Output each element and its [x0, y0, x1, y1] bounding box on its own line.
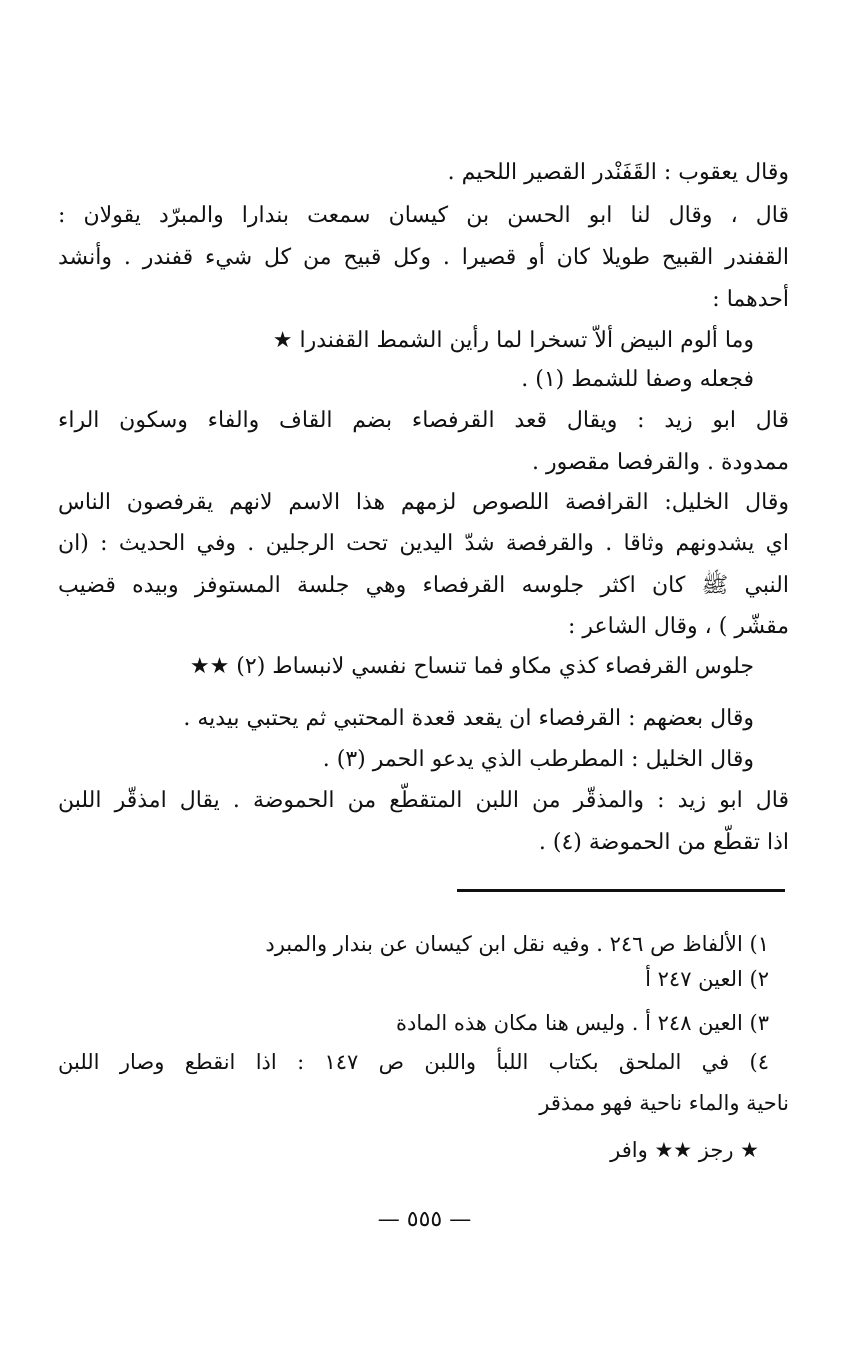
- body-line: وقال يعقوب : القَفَنْدر القصير اللحيم .: [447, 160, 789, 185]
- body-line: اي يشدونهم وثاقا . والقرفصة شدّ اليدين تحت الرجلين . وفي الحديث : (ان: [58, 531, 789, 556]
- body-line: ممدودة . والقرفصا مقصور .: [532, 450, 789, 475]
- footnote: ٣) العين ٢٤٨ أ . وليس هنا مكان هذه المادة: [396, 1011, 769, 1035]
- body-line: قال ابو زيد : والمذقّر من اللبن المتقطّع من الحموضة . يقال امذقّر اللبن: [58, 788, 789, 813]
- footnote-legend: ★ رجز ★★ وافر: [610, 1138, 759, 1162]
- page-number: — ٥٥٥ —: [377, 1207, 472, 1232]
- body-line: وقال الخليل : المطرطب الذي يدعو الحمر (٣) .: [322, 747, 754, 772]
- footnote-separator: [457, 889, 785, 892]
- body-line: اذا تقطّع من الحموضة (٤) .: [538, 830, 789, 855]
- footnote: ناحية والماء ناحية فهو ممذقر: [539, 1091, 789, 1115]
- body-line: وقال بعضهم : القرفصاء ان يقعد قعدة المحتبي ثم يحتبي بيديه .: [183, 706, 754, 731]
- body-line: النبي ﷺ كان اكثر جلوسه القرفصاء وهي جلسة المستوفز وبيده قضيب: [58, 573, 789, 598]
- body-line: أحدهما :: [712, 287, 789, 312]
- footnote: ٤) في الملحق بكتاب اللبأ واللبن ص ١٤٧ : اذا انقطع وصار اللبن: [58, 1050, 769, 1074]
- body-line: مقشّر ) ، وقال الشاعر :: [568, 614, 789, 639]
- body-line: القفندر القبيح طويلا كان أو قصيرا . وكل قبيح من كل شيء قفندر . وأنشد: [58, 245, 789, 270]
- verse-line: جلوس القرفصاء كذي مكاو فما تنساح نفسي لانبساط (٢) ★★: [189, 654, 754, 679]
- body-line: وقال الخليل: القرافصة اللصوص لزمهم هذا الاسم لانهم يقرفصون الناس: [58, 490, 789, 515]
- footnote: ٢) العين ٢٤٧ أ: [645, 967, 769, 991]
- footnote: ١) الألفاظ ص ٢٤٦ . وفيه نقل ابن كيسان عن بندار والمبرد: [265, 932, 769, 956]
- body-line: فجعله وصفا للشمط (١) .: [521, 367, 754, 392]
- body-line: قال ابو زيد : ويقال قعد القرفصاء بضم القاف والفاء وسكون الراء: [58, 408, 789, 433]
- verse-line: وما ألوم البيض ألاّ تسخرا لما رأين الشمط القفندرا ★: [272, 328, 754, 353]
- body-line: قال ، وقال لنا ابو الحسن بن كيسان سمعت بندارا والمبرّد يقولان :: [58, 203, 789, 228]
